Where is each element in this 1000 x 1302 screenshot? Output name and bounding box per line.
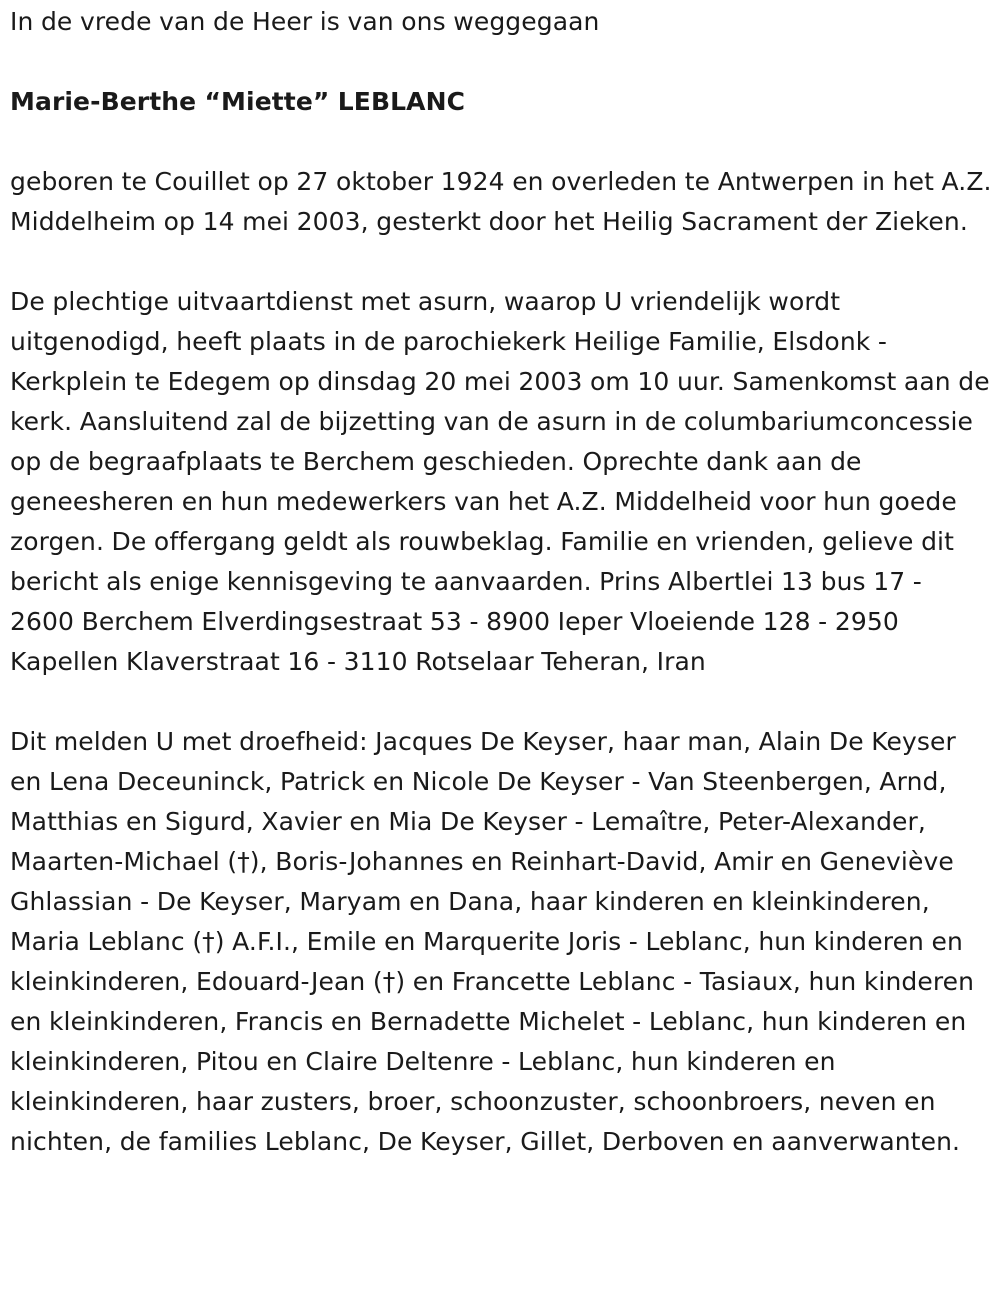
deceased-name: Marie-Berthe “Miette” LEBLANC: [10, 87, 466, 116]
death-notice: [10, 2, 992, 1162]
family-paragraph: Dit melden U met droefheid: Jacques De Keyser, haar man, Alain De Keyser en Lena Deceuninck, Patrick en Nicole De Keyser - Van Steenbergen, Arnd, Matthias en Sigurd, Xavier en Mia De Keyser - Lemaître, Peter-Alexander, Maarten-Michael (†), Boris-Johannes en Reinhart-David, Amir en Geneviève Ghlassian - De Keyser, Maryam en Dana, haar kinderen en kleinkinderen, Maria Leblanc (†) A.F.I., Emile en Marquerite Joris - Leblanc, hun kinderen en kleinkinderen, Edouard-Jean (†) en Francette Leblanc - Tasiaux, hun kinderen en kleinkinderen, Francis en Bernadette Michelet - Leblanc, hun kinderen en kleinkinderen, Pitou en Claire Deltenre - Leblanc, hun kinderen en kleinkinderen, haar zusters, broer, schoonzuster, schoonbroers, neven en nichten, de families Leblanc, De Keyser, Gillet, Derboven en aanverwanten.: [10, 727, 975, 1156]
intro-line: In de vrede van de Heer is van ons weggegaan: [10, 7, 600, 36]
birth-death-paragraph: geboren te Couillet op 27 oktober 1924 en overleden te Antwerpen in het A.Z. Middelheim op 14 mei 2003, gesterkt door het Heilig Sacrament der Zieken.: [10, 167, 992, 236]
funeral-paragraph: De plechtige uitvaartdienst met asurn, waarop U vriendelijk wordt uitgenodigd, heeft plaats in de parochiekerk Heilige Familie, Elsdonk - Kerkplein te Edegem op dinsdag 20 mei 2003 om 10 uur. Samenkomst aan de kerk. Aansluitend zal de bijzetting van de asurn in de columbariumconcessie op de begraafplaats te Berchem geschieden. Oprechte dank aan de geneesheren en hun medewerkers van het A.Z. Middelheid voor hun goede zorgen. De offergang geldt als rouwbeklag. Familie en vrienden, gelieve dit bericht als enige kennisgeving te aanvaarden. Prins Albertlei 13 bus 17 - 2600 Berchem Elverdingsestraat 53 - 8900 Ieper Vloeiende 128 - 2950 Kapellen Klaverstraat 16 - 3110 Rotselaar Teheran, Iran: [10, 287, 990, 676]
